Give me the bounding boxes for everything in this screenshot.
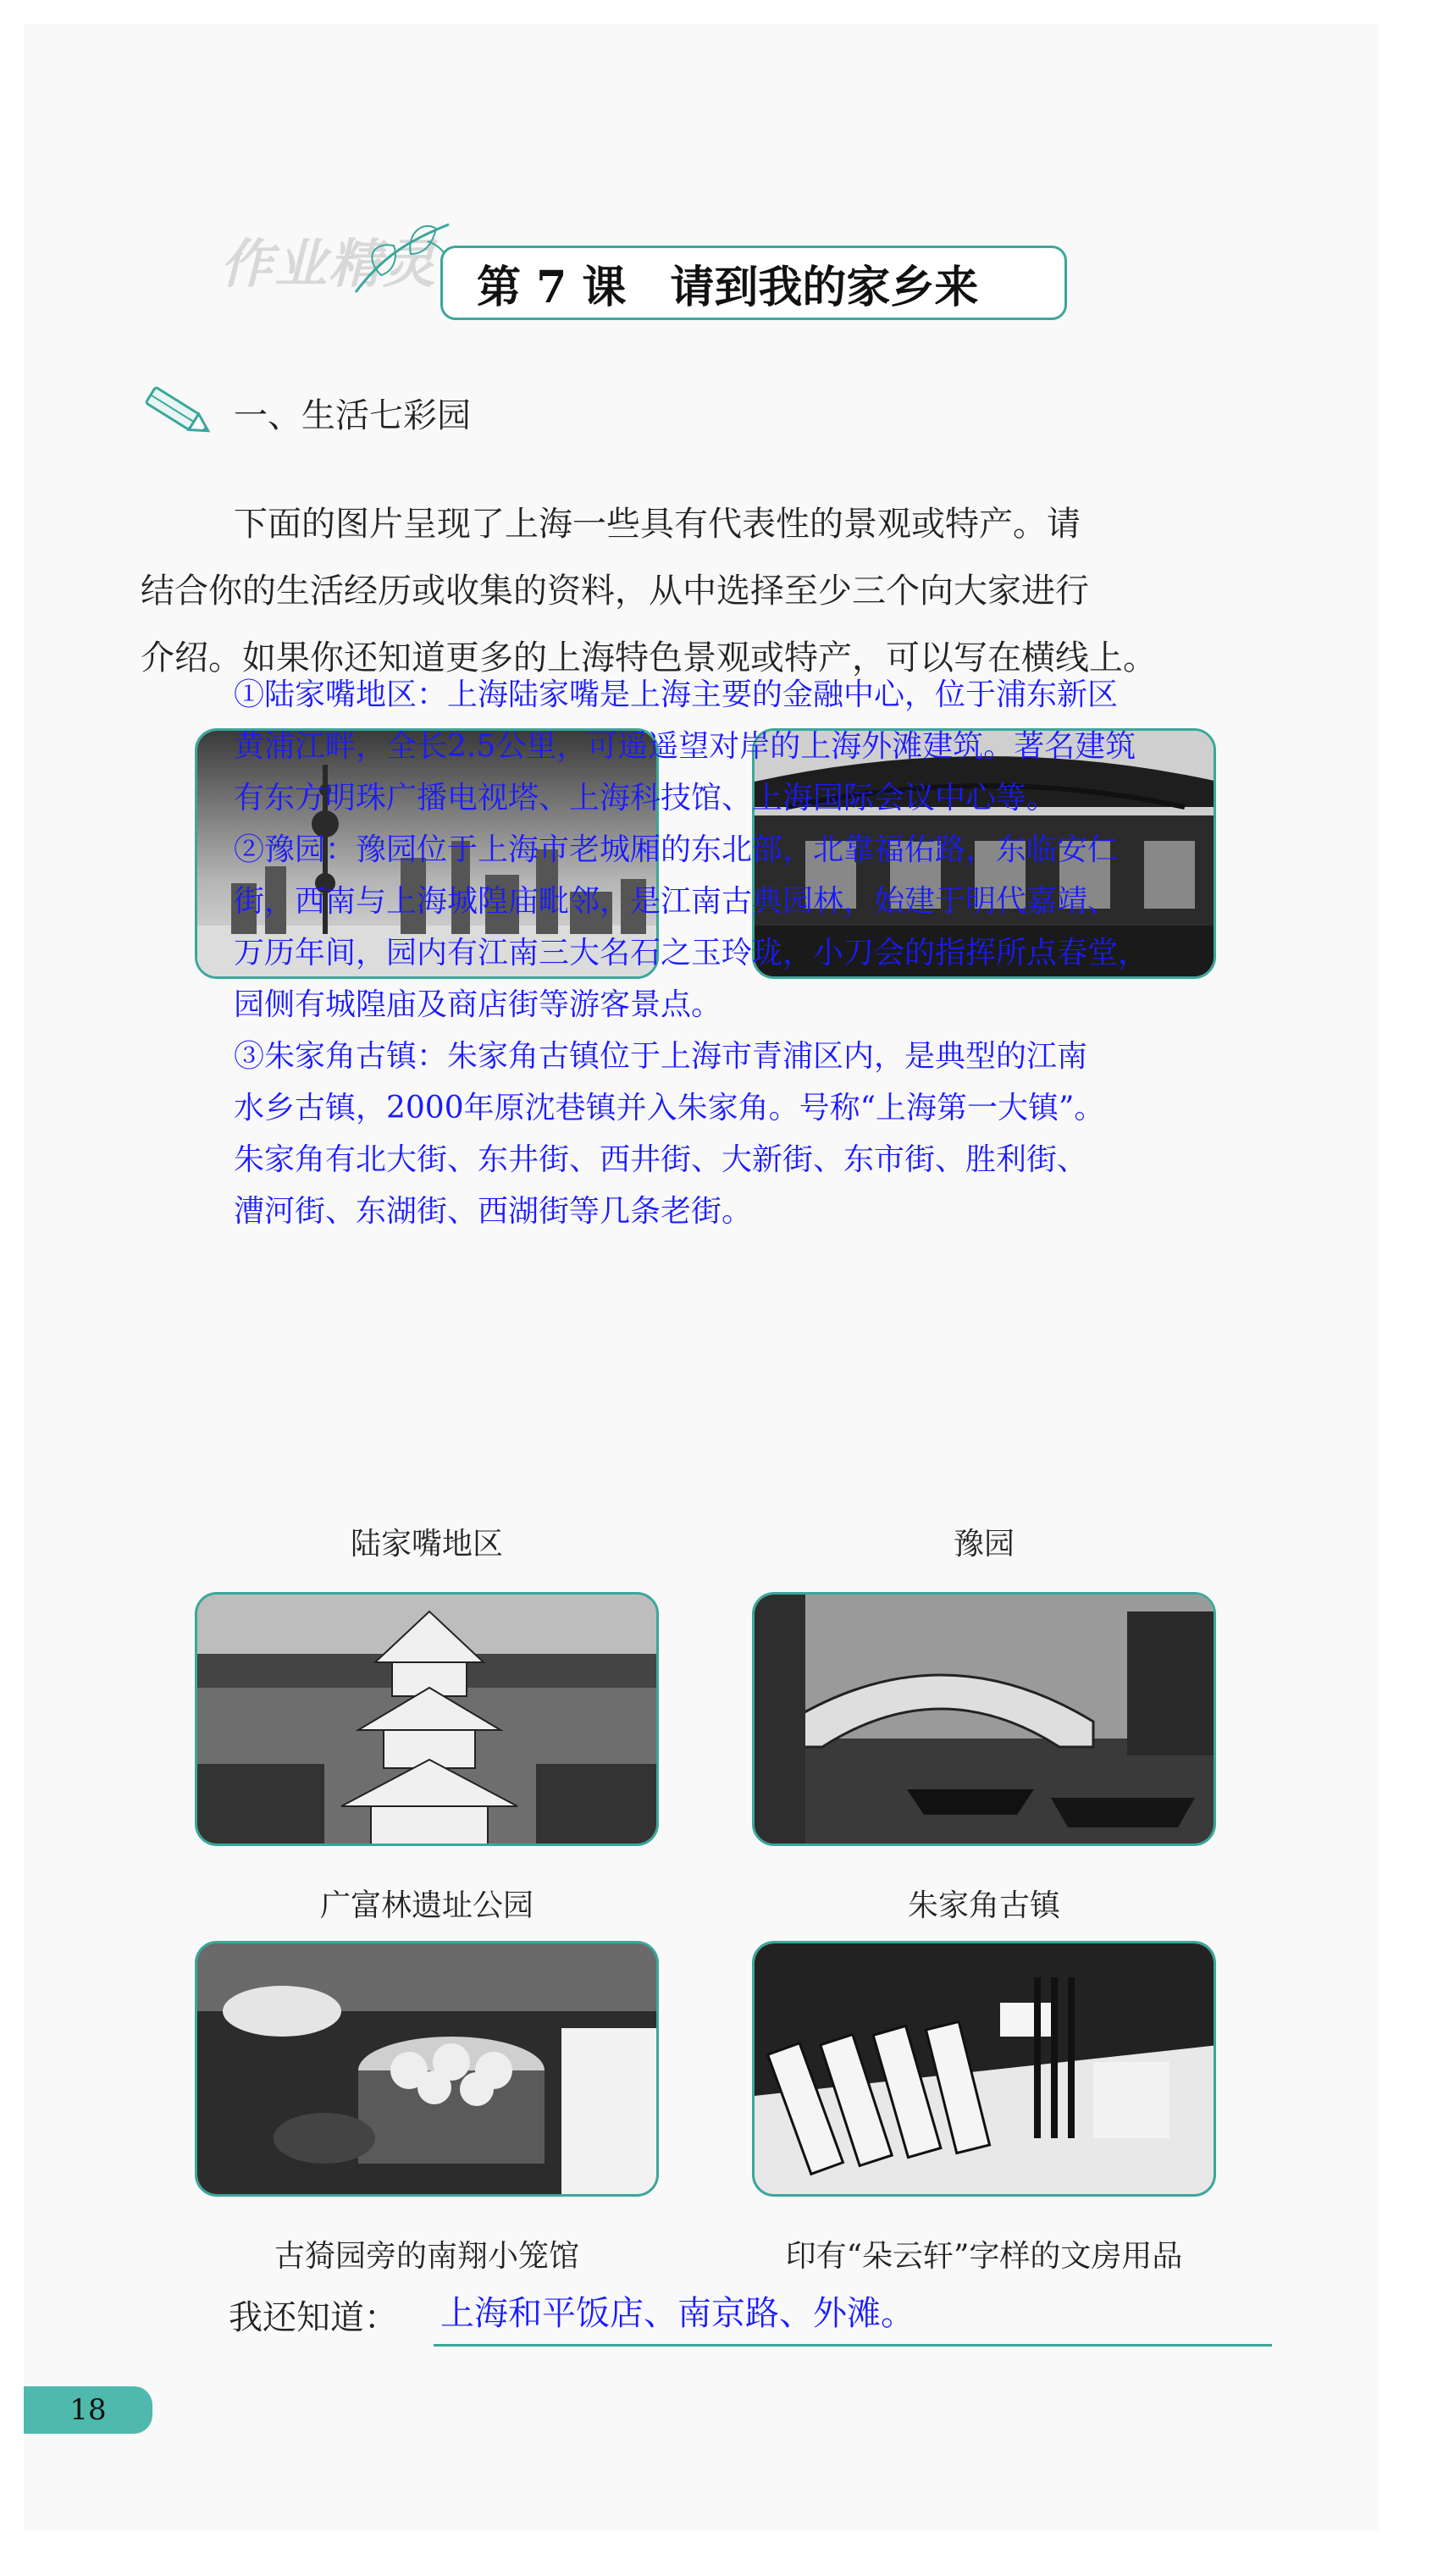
answer-line-5: 街，西南与上海城隍庙毗邻，是江南古典园林，始建于明代嘉靖、 <box>234 884 1119 919</box>
photo-guangfulin <box>195 1592 659 1846</box>
lesson-title-box <box>440 246 1067 320</box>
answer-line-4: ②豫园：豫园位于上海市老城厢的东北部，北靠福佑路，东临安仁 <box>234 832 1119 867</box>
also-know-label: 我还知道： <box>229 2298 398 2337</box>
photo-duoyunxuan <box>752 1941 1216 2197</box>
intro-paragraph <box>141 491 1292 692</box>
answer-line-11: 漕河街、东湖街、西湖街等几条老街。 <box>234 1194 753 1229</box>
also-know-answer: 上海和平饭店、南京路、外滩。 <box>440 2294 915 2333</box>
answer-line-2: 黄浦江畔，全长2.5公里，可遥遥望对岸的上海外滩建筑。著名建筑 <box>234 729 1136 764</box>
section-heading <box>141 383 471 442</box>
intro-line-2: 结合你的生活经历或收集的资料，从中选择至少三个向大家进行 <box>141 572 1089 611</box>
caption-duoyunxuan: 印有“朵云轩”字样的文房用品 <box>785 2239 1183 2274</box>
page-number: 18 <box>24 2386 152 2434</box>
answer-line-3: 有东方明珠广播电视塔、上海科技馆、上海国际会议中心等。 <box>234 781 1058 815</box>
photo-zhujiajiao <box>752 1592 1216 1846</box>
caption-zhujiajiao: 朱家角古镇 <box>907 1888 1060 1923</box>
caption-lujiazui: 陆家嘴地区 <box>350 1527 503 1562</box>
pencil-icon <box>141 383 217 442</box>
watermark-text: 作业精灵 <box>220 233 438 295</box>
answer-line <box>434 2344 1272 2347</box>
answer-line-1: ①陆家嘴地区：上海陆家嘴是上海主要的金融中心，位于浦东新区 <box>234 677 1119 712</box>
section-title: 一、生活七彩园 <box>234 395 471 435</box>
answer-line-10: 朱家角有北大街、东井街、西井街、大新街、东市街、胜利街、 <box>234 1142 1088 1177</box>
answer-line-8: ③朱家角古镇：朱家角古镇位于上海市青浦区内，是典型的江南 <box>234 1039 1088 1074</box>
answer-line-6: 万历年间，园内有江南三大名石之玉玲珑，小刀会的指挥所点春堂， <box>234 936 1149 970</box>
lesson-title: 第 7 课 请到我的家乡来 <box>477 261 979 313</box>
answer-line-9: 水乡古镇，2000年原沈巷镇并入朱家角。号称“上海第一大镇”。 <box>234 1091 1105 1125</box>
intro-line-1: 下面的图片呈现了上海一些具有代表性的景观或特产。请 <box>234 505 1081 544</box>
caption-yuyuan: 豫园 <box>953 1527 1015 1562</box>
caption-guangfulin: 广富林遗址公园 <box>319 1888 534 1923</box>
handwritten-answer <box>234 669 1318 1237</box>
caption-nanxiang: 古猗园旁的南翔小笼馆 <box>274 2239 579 2274</box>
photo-nanxiang <box>195 1941 659 2197</box>
answer-line-7: 园侧有城隍庙及商店街等游客景点。 <box>234 987 722 1022</box>
intro-line-3: 介绍。如果你还知道更多的上海特色景观或特产，可以写在横线上。 <box>141 638 1157 677</box>
